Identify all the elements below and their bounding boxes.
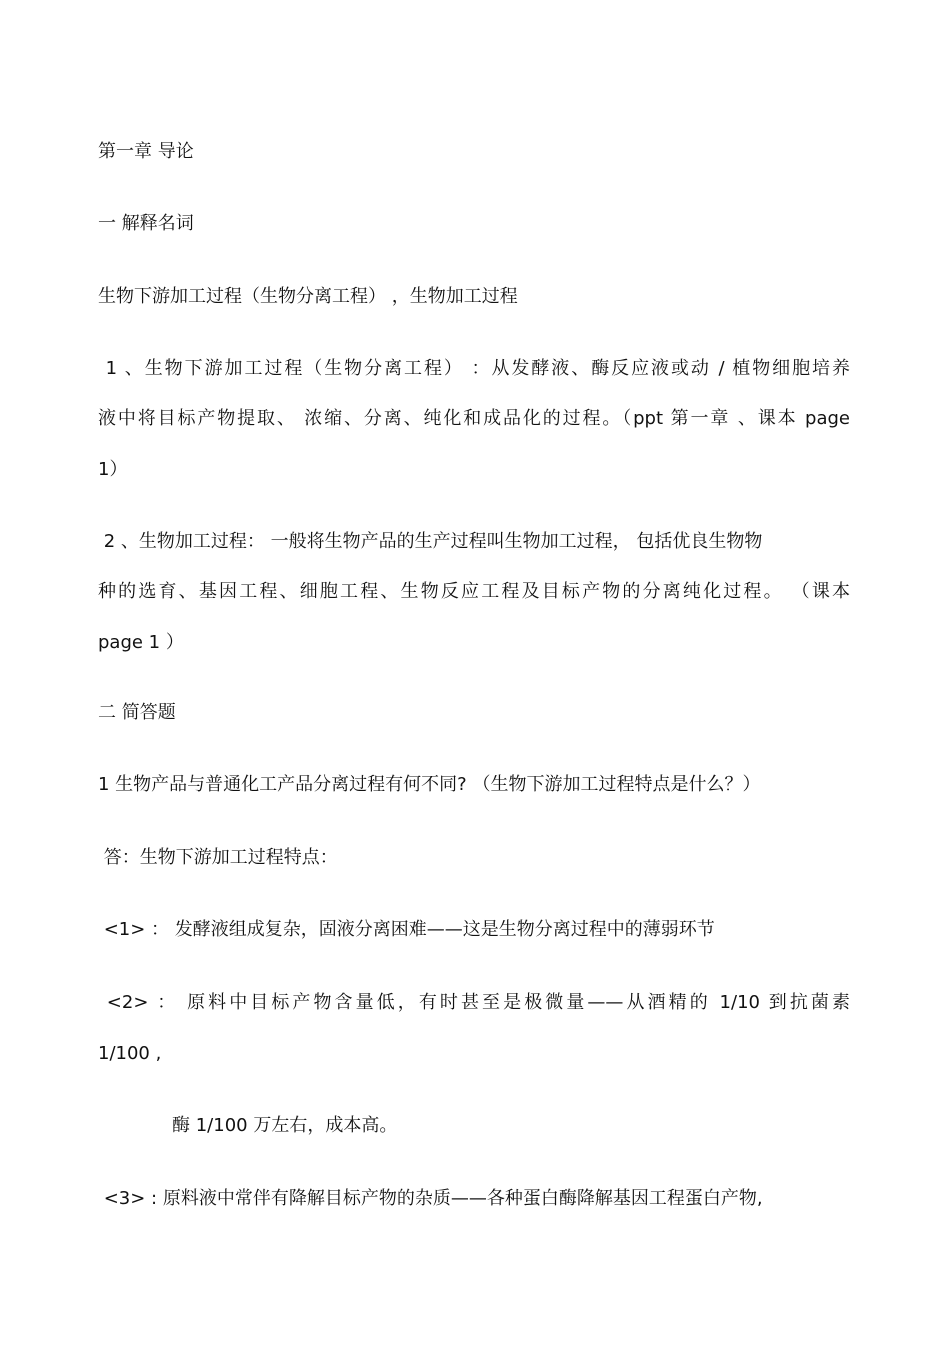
item2-line2: 种的选育、基因工程、细胞工程、生物反应工程及目标产物的分离纯化过程。 （课本 [98,581,850,602]
item1-line2: 液中将目标产物提取、 浓缩、分离、纯化和成品化的过程。（ppt 第一章 、课本 page [98,408,850,429]
chapter-title: 第一章 导论 [98,141,194,162]
answer-intro: 答：生物下游加工过程特点： [98,847,338,868]
point3: <3> : 原料液中常伴有降解目标产物的杂质——各种蛋白酶降解基因工程蛋白产物, [98,1188,763,1209]
question1: 1 生物产品与普通化工产品分离过程有何不同? （生物下游加工过程特点是什么？） [98,774,761,795]
point1: <1> ： 发酵液组成复杂，固液分离困难——这是生物分离过程中的薄弱环节 [98,919,715,940]
section1-heading: 一 解释名词 [98,213,194,234]
section2-heading: 二 简答题 [98,702,176,723]
point2-line3: 酶 1/100 万左右，成本高。 [172,1115,398,1136]
point2-line2: 1/100 , [98,1043,162,1064]
item1-line3: 1） [98,459,128,480]
item2-line3: page 1 ） [98,632,184,653]
item2-line1: 2 、生物加工过程： 一般将生物产品的生产过程叫生物加工过程， 包括优良生物物 [98,531,763,552]
point2-line1: <2> ： 原料中目标产物含量低，有时甚至是极微量——从酒精的 1/10 到抗菌素 [98,992,850,1013]
item1-line1: 1 、生物下游加工过程（生物分离工程） ：从发酵液、酶反应液或动 / 植物细胞培养 [98,358,850,379]
section1-terms: 生物下游加工过程（生物分离工程） ，生物加工过程 [98,286,518,307]
